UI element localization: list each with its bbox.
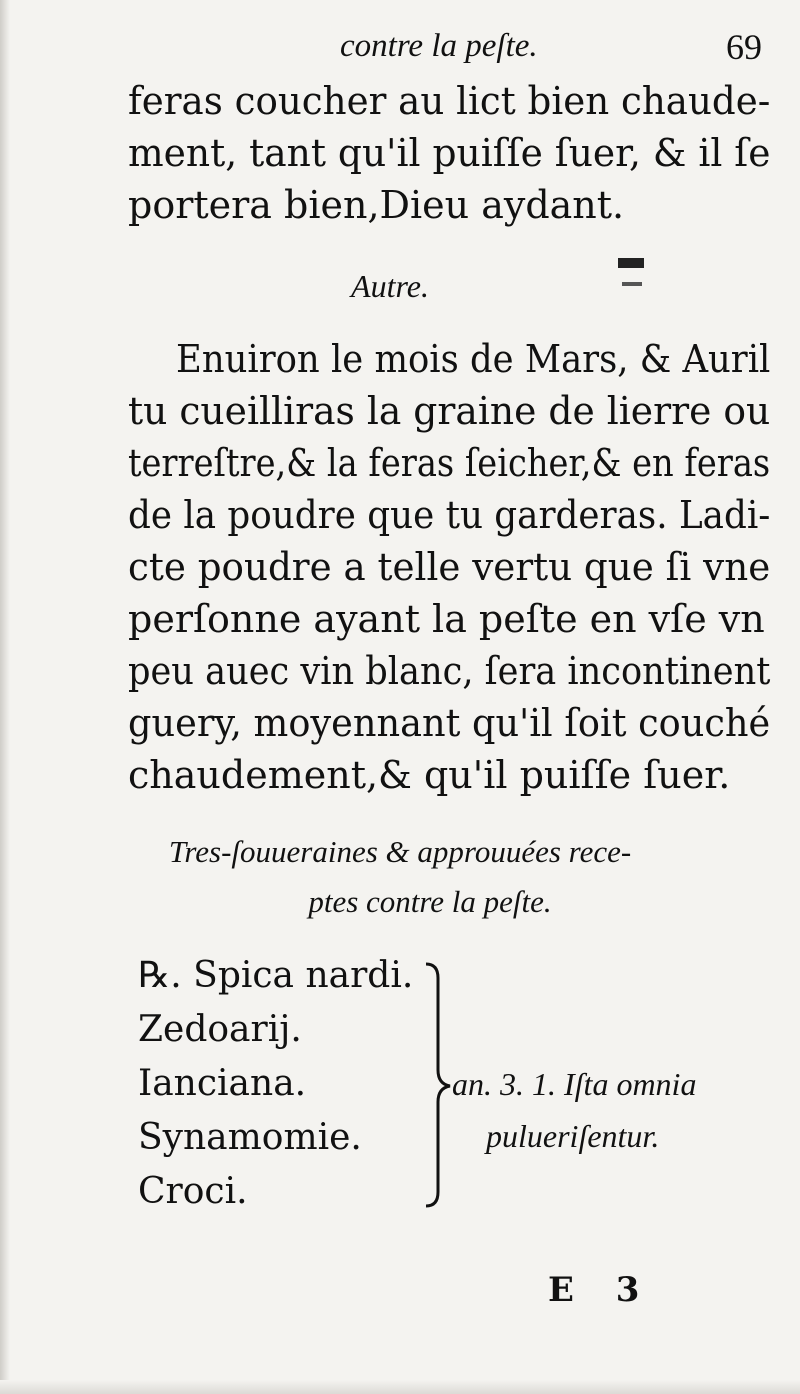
ingredient-item: Ianciana. (138, 1063, 307, 1104)
signature-mark: E 3 (548, 1270, 640, 1310)
paragraph2-line-9: chaudement,& qu'il puiſſe ſuer. (128, 753, 731, 797)
paragraph1-line-3: portera bien,Dieu aydant. (128, 183, 625, 227)
paragraph2-line-4: de la poudre que tu garderas. Ladi- (128, 493, 771, 537)
dosage-line-2: pulueriſentur. (486, 1118, 660, 1154)
paragraph2-line-2: tu cueilliras la graine de lierre ou (128, 389, 771, 433)
page-header (0, 22, 800, 72)
ingredient-item: ℞. Spica nardi. (138, 955, 414, 996)
ingredient-list (138, 955, 414, 1228)
page-edge-shadow (0, 0, 10, 1394)
paragraph2-line-3: terreſtre,& la feras ſeicher,& en feras (128, 441, 771, 485)
paragraph2-line-8: guery, moyennant qu'il ſoit couché (128, 701, 771, 745)
recipe-heading-line-1: Tres-ſouueraines & approuuées rece- (168, 834, 632, 869)
paragraph1-line-1: feras coucher au lict bien chaude- (128, 79, 771, 123)
printers-ornament (614, 252, 648, 300)
recipe-heading-line-2: ptes contre la peſte. (308, 884, 552, 919)
page-number: 69 (726, 27, 762, 67)
page-bottom-shadow (0, 1380, 800, 1394)
dosage-line-1: an. 3. 1. Iſta omnia (452, 1066, 697, 1102)
running-head: contre la peſte. (340, 28, 538, 64)
paragraph2-line-6: perſonne ayant la peſte en vſe vn (128, 597, 765, 641)
ingredient-item: Croci. (138, 1171, 248, 1212)
paragraph2-line-5: cte poudre a telle vertu que ſi vne (128, 545, 771, 589)
paragraph2-line-1: Enuiron le mois de Mars, & Auril (176, 337, 771, 381)
ingredient-item: Synamomie. (138, 1117, 362, 1158)
paragraph1-line-2: ment, tant qu'il puiſſe ſuer, & il ſe (128, 131, 771, 175)
ingredient-item: Zedoarij. (138, 1009, 302, 1050)
paragraph2-line-7: peu auec vin blanc, ſera incontinent (128, 649, 771, 693)
section-heading-autre: Autre. (351, 268, 429, 304)
